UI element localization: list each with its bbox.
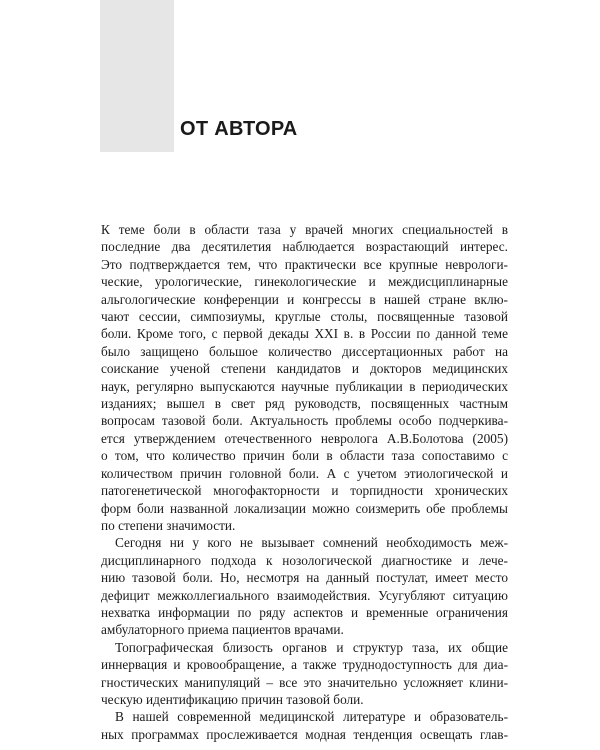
text-line: ется утверждением отечественного невролога А.В.Болотова (2005) [101,430,508,446]
paragraph-4 [101,708,508,743]
text-line: по степени значимости. [101,517,236,533]
text-line: патогенетической многофакторности и торпидности хронических [101,483,508,499]
text-line: форм боли названной локализации можно соизмерить обе проблемы [101,500,508,516]
text-line: чают сессии, симпозиумы, круглые столы, посвященные тазовой [101,309,508,325]
text-line: было защищено большое количество диссертационных работ на [101,343,508,359]
text-line: альгологические конференции и конгрессы в нашей стране вклю- [101,291,508,307]
body-text [101,221,508,743]
text-line: дисциплинарного подхода к нозологической диагностике и лече- [101,552,508,568]
text-line: амбулаторного приема пациентов врачами. [101,622,344,638]
text-line: дефицит межколлегиального взаимодействия. Усугубляют ситуацию [101,587,508,603]
text-line: Это подтверждается тем, что практически все крупные неврологи- [101,256,508,272]
text-line: гностических манипуляций – все это значительно усложняет клини- [101,674,508,690]
text-line: иннервация и кровообращение, а также труднодоступность для диа- [101,657,508,673]
text-line: нехватка информации по ряду аспектов и временные ограничения [101,604,508,620]
text-line: ных программах прослеживается модная тенденция освещать глав- [101,726,508,742]
text-line: Сегодня ни у кого не вызывает сомнений необходимость меж- [115,535,508,551]
chapter-title: ОТ АВТОРА [180,118,298,140]
header-side-band [100,0,174,152]
text-line: последние два десятилетия наблюдается возрастающий интерес. [101,239,508,255]
text-line: К теме боли в области таза у врачей многих специальностей в [101,222,508,237]
text-line: о том, что количество причин боли в области таза сопоставимо с [101,448,508,464]
paragraph-2 [101,534,508,638]
text-line: наук, регулярно выпускаются научные публикации в периодических [101,378,508,394]
text-line: вопросам тазовой боли. Актуальность проблемы особо подчеркива- [101,413,508,429]
text-line: ческую идентификацию причин тазовой боли. [101,691,364,707]
text-line: изданиях; вышел в свет ряд руководств, посвященных частным [101,396,508,412]
text-line: количеством причин головной боли. А с учетом этиологической и [101,465,508,481]
text-line: нию тазовой боли. Но, несмотря на данный постулат, имеет место [101,570,508,586]
text-line: Топографическая близость органов и структур таза, их общие [115,639,508,655]
paragraph-1 [101,221,508,534]
text-line: В нашей современной медицинской литературе и образователь- [115,709,508,725]
paragraph-3 [101,639,508,709]
text-line: боли. Кроме того, с первой декады XXI в. в России по данной теме [101,326,508,342]
text-line: ческие, урологические, гинекологические и междисциплинарные [101,274,508,290]
text-line: соискание ученой степени кандидатов и докторов медицинских [101,361,508,377]
